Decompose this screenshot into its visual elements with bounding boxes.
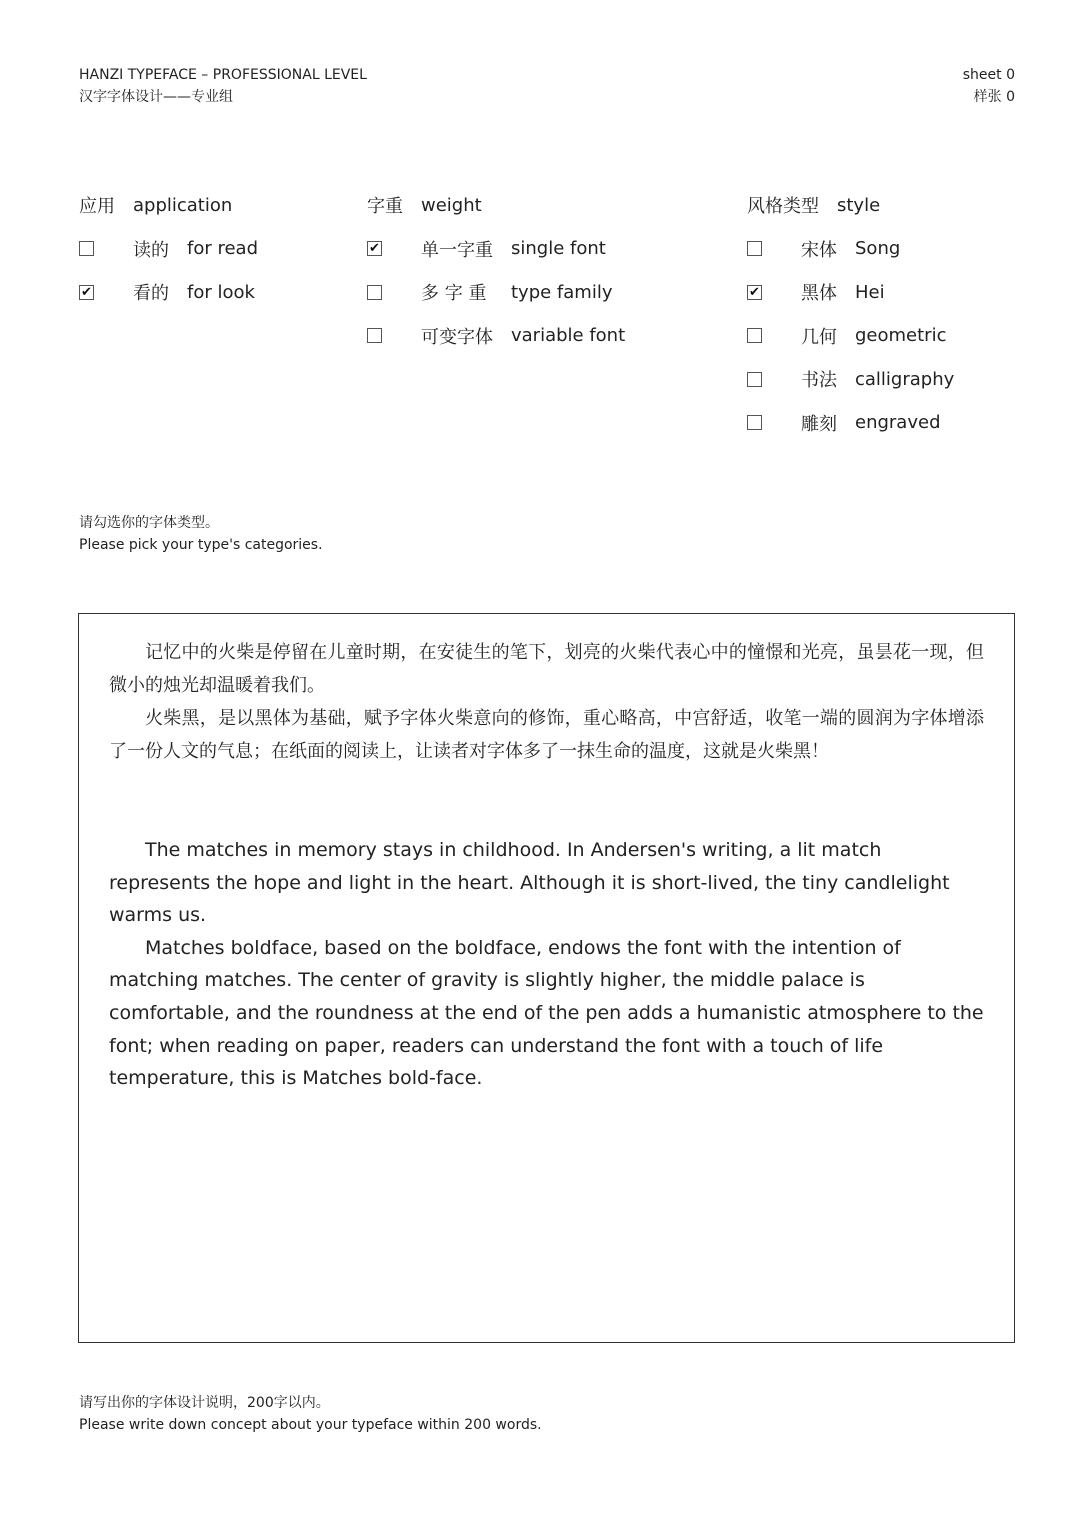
style-group xyxy=(747,188,954,445)
concept-zh-paragraph-2: 火柴黑，是以黑体为基础，赋予字体火柴意向的修饰，重心略高，中宫舒适，收笔一端的圆润为字体增添了一份人文的气息；在纸面的阅读上，让读者对字体多了一抹生命的温度，这就是火柴黑！ xyxy=(109,708,984,762)
application-group xyxy=(79,188,258,314)
concept-zh-paragraph-1: 记忆中的火柴是停留在儿童时期，在安徒生的笔下，划亮的火柴代表心中的憧憬和光亮，虽昙花一现，但微小的烛光却温暖着我们。 xyxy=(109,642,984,696)
footer-zh: 请写出你的字体设计说明，200字以内。 xyxy=(79,1395,330,1411)
option-song[interactable]: 宋体 Song xyxy=(747,227,954,271)
concept-text-area[interactable] xyxy=(78,613,1015,1343)
option-for-look[interactable]: ✔ 看的 for look xyxy=(79,271,258,315)
concept-en-paragraph-2: Matches boldface, based on the boldface, endows the font with the intention of matching matches. The center of gravity is slightly higher, the middle palace is comfortable, and the roundness at the end of the pen adds a humanistic atmosphere to the font; when reading on paper, readers can understand the font with a touch of life temperature, this is Matches bold-face. xyxy=(109,936,984,1090)
weight-group xyxy=(367,188,625,358)
checkbox-calligraphy[interactable] xyxy=(747,372,762,387)
checkbox-engraved[interactable] xyxy=(747,415,762,430)
title-zh: 汉字字体设计——专业组 xyxy=(79,89,233,105)
option-for-read[interactable]: 读的 for read xyxy=(79,227,258,271)
category-instructions xyxy=(79,512,323,556)
header-title xyxy=(79,64,367,108)
checkbox-song[interactable] xyxy=(747,241,762,256)
weight-heading: 字重 weight xyxy=(367,194,482,217)
option-calligraphy[interactable]: 书法 calligraphy xyxy=(747,358,954,402)
option-type-family[interactable]: 多 字 重 type family xyxy=(367,271,625,315)
sheet-zh: 样张 0 xyxy=(973,89,1015,105)
checkbox-variable-font[interactable] xyxy=(367,328,382,343)
instructions-zh: 请勾选你的字体类型。 xyxy=(79,515,219,531)
style-heading: 风格类型 style xyxy=(747,194,881,217)
checkbox-geometric[interactable] xyxy=(747,328,762,343)
option-engraved[interactable]: 雕刻 engraved xyxy=(747,401,954,445)
title-en: HANZI TYPEFACE – PROFESSIONAL LEVEL xyxy=(79,67,367,83)
checkbox-single-font[interactable]: ✔ xyxy=(367,241,382,256)
option-single-font[interactable]: ✔ 单一字重 single font xyxy=(367,227,625,271)
concept-instructions xyxy=(79,1392,542,1436)
checkbox-for-read[interactable] xyxy=(79,241,94,256)
application-heading: 应用 application xyxy=(79,194,233,217)
concept-en-paragraph-1: The matches in memory stays in childhood. In Andersen's writing, a lit match represents the hope and light in the heart. Although it is short-lived, the tiny candlelight warms us. xyxy=(109,839,950,927)
checkbox-hei[interactable]: ✔ xyxy=(747,285,762,300)
checkbox-type-family[interactable] xyxy=(367,285,382,300)
option-hei[interactable]: ✔ 黑体 Hei xyxy=(747,271,954,315)
option-variable-font[interactable]: 可变字体 variable font xyxy=(367,314,625,358)
instructions-en: Please pick your type's categories. xyxy=(79,537,323,553)
sheet-number xyxy=(963,64,1015,108)
checkbox-for-look[interactable]: ✔ xyxy=(79,285,94,300)
footer-en: Please write down concept about your typeface within 200 words. xyxy=(79,1417,542,1433)
sheet-en: sheet 0 xyxy=(962,67,1015,83)
option-geometric[interactable]: 几何 geometric xyxy=(747,314,954,358)
